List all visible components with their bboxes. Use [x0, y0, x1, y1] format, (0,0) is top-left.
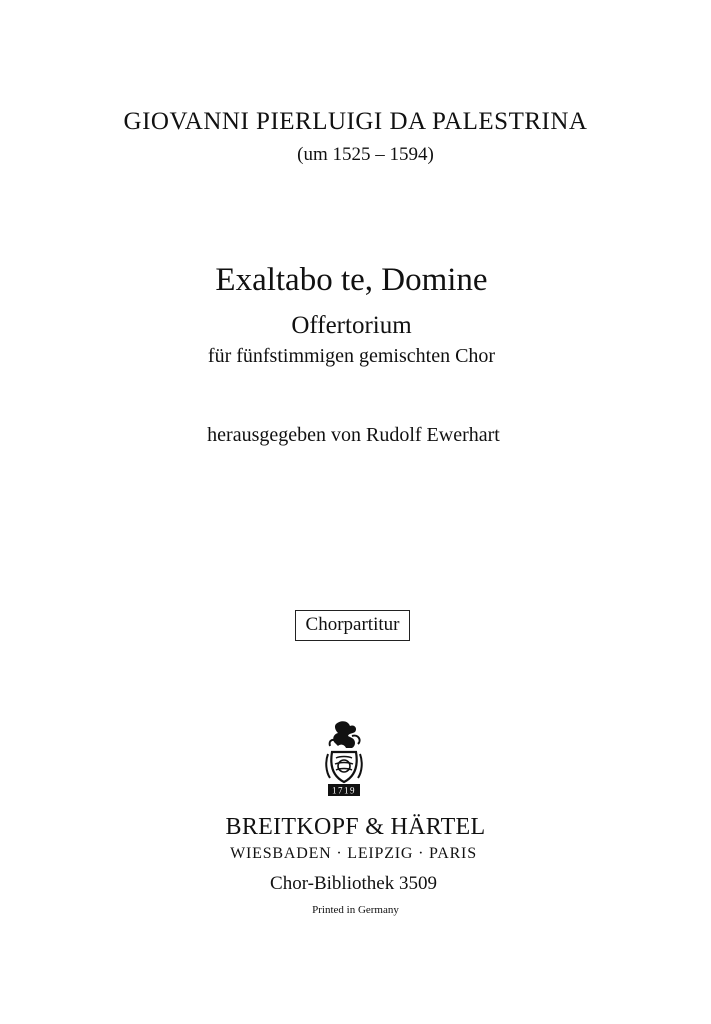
series-number: Chor-Bibliothek 3509 — [270, 873, 437, 894]
publisher-emblem-icon — [322, 718, 366, 800]
composer-name: GIOVANNI PIERLUIGI DA PALESTRINA — [123, 108, 588, 135]
editor-credit: herausgegeben von Rudolf Ewerhart — [207, 424, 500, 446]
publisher-name: BREITKOPF & HÄRTEL — [225, 814, 486, 840]
work-voicing: für fünfstimmigen gemischten Chor — [207, 345, 496, 367]
logo-year: 1719 — [332, 785, 356, 796]
composer-dates: (um 1525 – 1594) — [297, 144, 434, 165]
edition-badge-container — [0, 610, 711, 641]
edition-type-badge: Chorpartitur — [295, 610, 411, 641]
publisher-cities: WIESBADEN · LEIPZIG · PARIS — [230, 845, 477, 862]
printed-in: Printed in Germany — [312, 904, 399, 916]
work-genre: Offertorium — [291, 312, 412, 339]
work-title: Exaltabo te, Domine — [215, 262, 488, 298]
